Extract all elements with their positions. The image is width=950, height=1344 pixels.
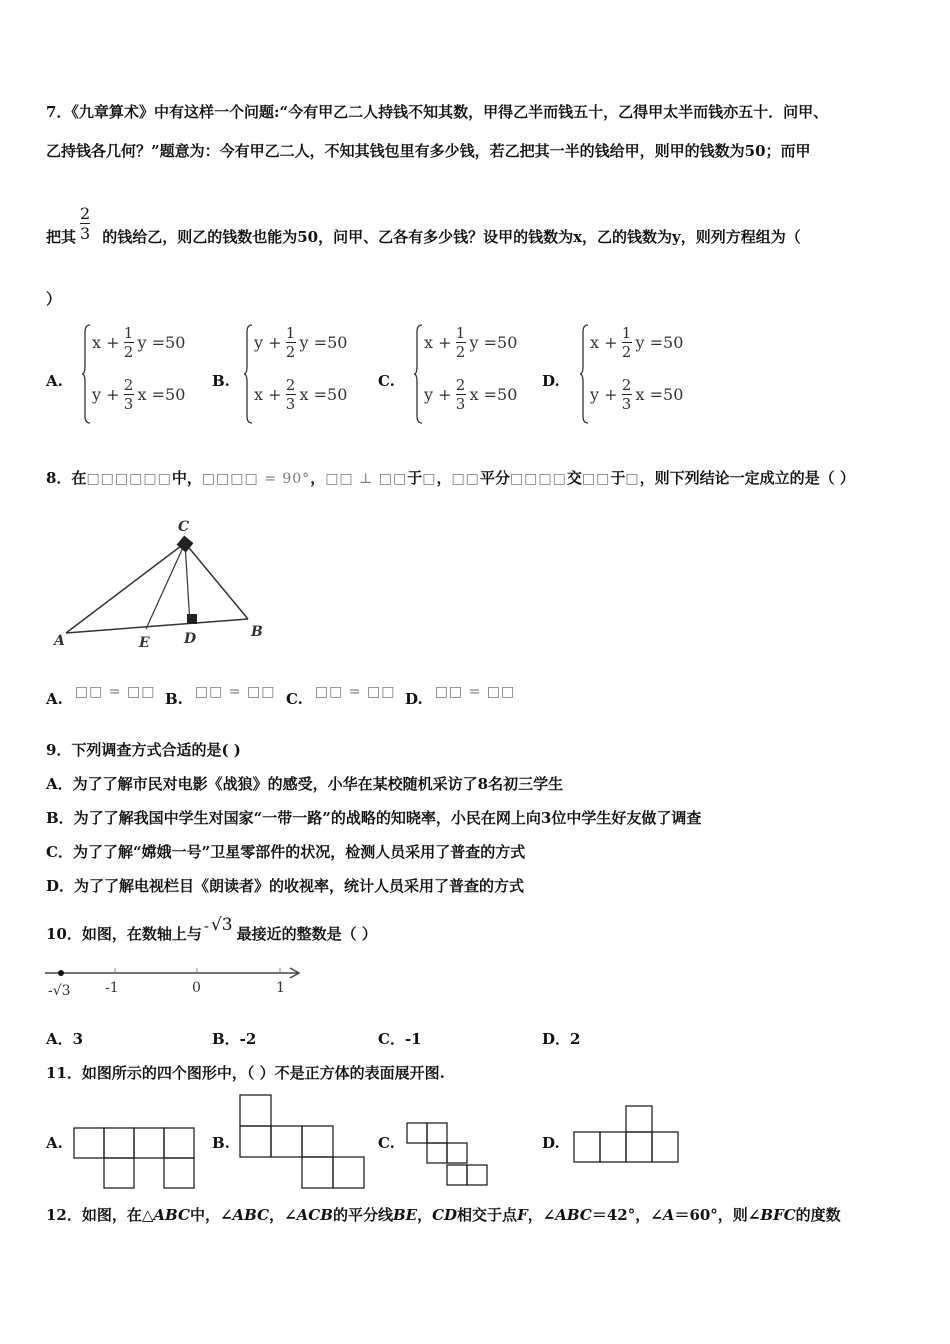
q7-line-2: 乙持钱各几何？”题意为：今有甲乙二人，不知其钱包里有多少钱，若乙把其一半的钱给甲，则甲的钱数为50；而甲 <box>46 142 811 160</box>
equation-fraction <box>124 376 134 413</box>
equation-term: y =50 <box>137 333 186 352</box>
q10-number-line <box>40 962 310 1002</box>
left-brace <box>82 322 92 426</box>
q11-label-a: A. <box>46 1134 63 1152</box>
q11-net-b <box>237 1093 367 1189</box>
equation-term: y =50 <box>299 333 348 352</box>
q12-text: 中，∠ <box>189 1206 233 1224</box>
fraction-numerator: 2 <box>285 376 296 394</box>
q8-text: ，则下列结论一定成立的是（ ） <box>639 469 855 487</box>
q12-var: A <box>662 1206 675 1224</box>
q7-option-label: A. <box>46 372 63 390</box>
q7-equation <box>254 376 347 413</box>
q7-fraction-two-thirds <box>80 204 90 243</box>
segment-cb <box>185 543 248 619</box>
equation-term: x =50 <box>137 385 186 404</box>
q7-equation <box>424 324 517 361</box>
q7-equation <box>254 324 347 361</box>
q11-label-d: D. <box>542 1134 560 1152</box>
equation-fraction <box>286 324 296 361</box>
equation-fraction <box>456 376 466 413</box>
fraction-denominator: 2 <box>285 343 296 361</box>
q7-equation <box>92 376 185 413</box>
q12-var: ACB <box>296 1206 333 1224</box>
q8-stem <box>46 468 855 489</box>
q7-line-4: ） <box>46 290 62 308</box>
q8-option-label: C. <box>286 690 303 708</box>
equation-term: x =50 <box>469 385 518 404</box>
equation-term: y =50 <box>469 333 518 352</box>
left-brace <box>580 322 590 426</box>
q8-text: ， <box>310 469 326 487</box>
fraction-numerator: 2 <box>123 376 134 394</box>
q8-text: 交 <box>566 469 582 487</box>
q7-equation-system <box>82 322 192 426</box>
q8-text: 平分 <box>479 469 510 487</box>
q8-option <box>46 684 156 708</box>
fraction-numerator: 1 <box>123 324 134 342</box>
q12-var: F <box>517 1206 528 1224</box>
q8-number: 8．在 <box>46 469 87 487</box>
left-brace <box>244 322 254 426</box>
q8-formula-angle: □□□□ = 90° <box>201 471 311 487</box>
q7-equation-system <box>244 322 354 426</box>
q9-stem: 9．下列调查方式合适的是( ) <box>46 741 241 759</box>
q7-option-label: D. <box>542 372 560 390</box>
q12-var: CD <box>432 1206 458 1224</box>
q8-option-expression: □□ = □□ <box>74 684 156 700</box>
equation-fraction <box>124 324 134 361</box>
fraction-numerator: 1 <box>455 324 466 342</box>
fraction-denominator: 3 <box>285 395 296 413</box>
fraction-numerator: 1 <box>621 324 632 342</box>
q12-stem <box>46 1205 841 1225</box>
q10-option-a: A．3 <box>46 1030 84 1048</box>
q8-option <box>286 684 396 708</box>
equation-term: x =50 <box>299 385 348 404</box>
segment-ce <box>146 543 185 629</box>
equation-term: x + <box>254 385 282 404</box>
q12-text: 相交于点 <box>457 1206 518 1224</box>
q7-equation <box>92 324 185 361</box>
fraction-denominator: 3 <box>455 395 466 413</box>
q10-prefix: 10．如图，在数轴上与 <box>46 925 202 943</box>
equation-term: y =50 <box>635 333 684 352</box>
q9-option-c: C．为了了解“嫦娥一号”卫星零部件的状况，检测人员采用了普查的方式 <box>46 843 526 861</box>
q12-text: ＝60°，则∠ <box>674 1206 761 1224</box>
left-brace <box>414 322 424 426</box>
equation-term: y + <box>424 385 452 404</box>
fraction-numerator: 2 <box>80 204 91 223</box>
q7-line-3-prefix: 把其 <box>46 228 77 246</box>
segment-ac <box>66 543 185 633</box>
q11-net-a <box>72 1125 198 1191</box>
equation-term: y + <box>92 385 120 404</box>
label-neg-sqrt3: -√3 <box>48 983 71 999</box>
segment-cd <box>185 543 190 624</box>
q7-option-label: B. <box>212 372 230 390</box>
fraction-denominator: 2 <box>123 343 134 361</box>
q8-formula-angle-2: □□□□ <box>509 471 567 487</box>
q7-option-label: C. <box>378 372 395 390</box>
q12-text: ，∠ <box>269 1206 297 1224</box>
q7-equation <box>590 324 683 361</box>
fraction-numerator: 2 <box>621 376 632 394</box>
q8-text: ， <box>436 469 452 487</box>
equation-fraction <box>286 376 296 413</box>
fraction-numerator: 2 <box>455 376 466 394</box>
q8-option-expression: □□ = □□ <box>194 684 276 700</box>
q12-var: BE <box>392 1206 418 1224</box>
q7-equation-system <box>580 322 690 426</box>
q8-formula-point: □ <box>422 471 437 487</box>
label-c: C <box>178 519 190 535</box>
fraction-denominator: 3 <box>123 395 134 413</box>
q10-sqrt-three: √3 <box>210 915 233 935</box>
q8-option-expression: □□ = □□ <box>314 684 396 700</box>
q11-label-c: C. <box>378 1134 395 1152</box>
q9-option-a: A．为了了解市民对电影《战狼》的感受，小华在某校随机采访了8名初三学生 <box>46 775 564 793</box>
q12-var: ABC <box>555 1206 592 1224</box>
q10-option-c: C．-1 <box>378 1030 422 1048</box>
q7-equation <box>590 376 683 413</box>
q12-text: ，∠ <box>527 1206 556 1224</box>
q11-stem: 11．如图所示的四个图形中，（ ）不是正方体的表面展开图. <box>46 1064 445 1082</box>
q10-option-d: D．2 <box>542 1030 581 1048</box>
label-neg-1: -1 <box>105 980 119 996</box>
q8-formula-segment-2: □□ <box>581 471 611 487</box>
label-b: B <box>251 624 263 640</box>
q10-option-b: B．-2 <box>212 1030 257 1048</box>
fraction-numerator: 1 <box>285 324 296 342</box>
q12-text: ， <box>417 1206 433 1224</box>
q10-suffix: 最接近的整数是（ ） <box>236 925 377 943</box>
q11-net-c <box>403 1120 489 1190</box>
fraction-denominator: 2 <box>621 343 632 361</box>
q10-minus-sign: - <box>203 917 209 935</box>
label-d: D <box>184 631 197 647</box>
q11-label-b: B. <box>212 1134 230 1152</box>
equation-term: y + <box>590 385 618 404</box>
q8-formula-point-2: □ <box>625 471 640 487</box>
fraction-denominator: 2 <box>455 343 466 361</box>
label-1: 1 <box>276 980 285 996</box>
q10-stem <box>46 915 377 946</box>
q8-text: 中， <box>171 469 202 487</box>
q8-option <box>405 684 516 708</box>
equation-term: y + <box>254 333 282 352</box>
q8-option-label: A. <box>46 690 63 708</box>
q8-text: 于 <box>407 469 423 487</box>
right-angle-mark-d <box>187 614 197 624</box>
equation-fraction <box>622 324 632 361</box>
q8-option-label: B. <box>165 690 183 708</box>
segment-ab <box>66 619 248 633</box>
equation-term: x =50 <box>635 385 684 404</box>
q12-text: 的度数 <box>795 1206 841 1224</box>
fraction-denominator: 3 <box>80 224 91 243</box>
q12-text: 12．如图，在△ <box>46 1206 154 1224</box>
q7-line-3 <box>46 200 801 247</box>
equation-term: x + <box>424 333 452 352</box>
q8-option-label: D. <box>405 690 423 708</box>
q8-formula-perpendicular: □□ ⊥ □□ <box>325 471 408 487</box>
q8-option-expression: □□ = □□ <box>434 684 516 700</box>
label-e: E <box>139 635 150 650</box>
equation-term: x + <box>590 333 618 352</box>
q12-text: 的平分线 <box>332 1206 393 1224</box>
fraction-denominator: 3 <box>621 395 632 413</box>
point-neg-sqrt3 <box>58 970 64 976</box>
q12-var: BFC <box>760 1206 796 1224</box>
q12-var: ABC <box>153 1206 190 1224</box>
q8-formula-triangle: □□□□□□ <box>86 471 172 487</box>
q7-equation <box>424 376 517 413</box>
q11-net-d <box>572 1104 682 1166</box>
label-a: A <box>54 633 65 649</box>
q9-option-b: B．为了了解我国中学生对国家“一带一路”的战略的知晓率，小民在网上向3位中学生好友做了调查 <box>46 809 702 827</box>
q8-formula-segment: □□ <box>451 471 480 487</box>
q12-var: ABC <box>232 1206 270 1224</box>
q7-equation-system <box>414 322 524 426</box>
q9-option-d: D．为了了解电视栏目《朗读者》的收视率，统计人员采用了普查的方式 <box>46 877 525 895</box>
q7-line-3-suffix: 的钱给乙，则乙的钱数也能为50，问甲、乙各有多少钱？设甲的钱数为x，乙的钱数为y，则列方程组为（ <box>102 228 801 246</box>
label-0: 0 <box>192 980 201 996</box>
equation-fraction <box>456 324 466 361</box>
q8-text: 于 <box>610 469 626 487</box>
q8-option <box>165 684 276 708</box>
q12-text: ＝42°，∠ <box>591 1206 663 1224</box>
equation-term: x + <box>92 333 120 352</box>
equation-fraction <box>622 376 632 413</box>
q8-triangle-figure <box>48 515 278 650</box>
q7-line-1: 7．《九章算术》中有这样一个问题:“今有甲乙二人持钱不知其数，甲得乙半而钱五十，乙得甲太半而钱亦五十．问甲、 <box>46 103 829 121</box>
